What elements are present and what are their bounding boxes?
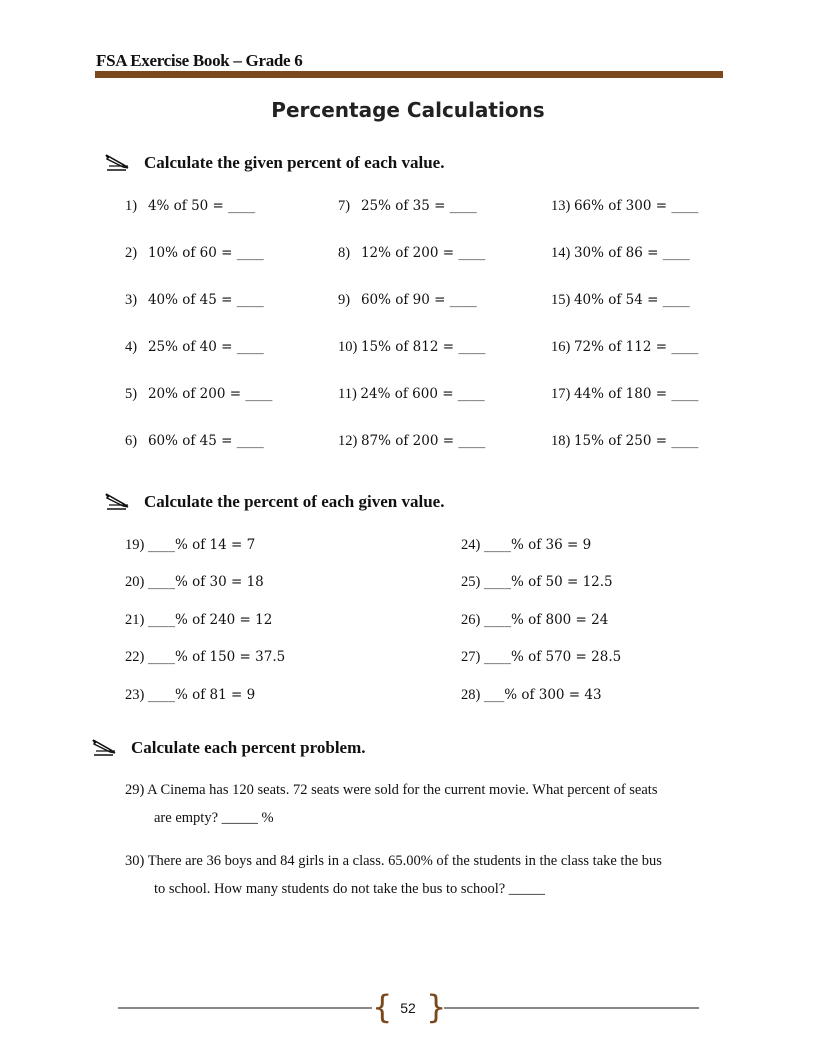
exercise-item: 2) 10% of 60 = ____ [125,245,264,261]
exercise-item: 17) 44% of 180 = ____ [551,386,699,402]
exercise-item: 24) ____% of 36 = 9 [461,537,592,553]
exercise-item: 25) ____% of 50 = 12.5 [461,574,613,590]
exercise-item: 5) 20% of 200 = ____ [125,386,273,402]
word-problem [125,847,725,903]
section-heading-1-text: Calculate the given percent of each value. [144,153,445,172]
exercise-item: 8) 12% of 200 = ____ [338,245,486,261]
exercise-item: 21) ____% of 240 = 12 [125,612,273,628]
exercise-item: 9) 60% of 90 = ____ [338,292,477,308]
page-title: Percentage Calculations [271,98,545,122]
exercise-item: 15) 40% of 54 = ____ [551,292,690,308]
word-problem-line: are empty? _____ % [154,810,274,826]
exercise-item: 1) 4% of 50 = ____ [125,198,256,214]
exercise-item: 11) 24% of 600 = ____ [338,386,485,402]
word-problem-line: 30) There are 36 boys and 84 girls in a class. 65.00% of the students in the class take the bus [125,853,662,869]
exercise-item: 4) 25% of 40 = ____ [125,339,264,355]
exercise-item: 23) ____% of 81 = 9 [125,687,256,703]
exercise-item: 10) 15% of 812 = ____ [338,339,486,355]
section-heading-1 [104,152,444,174]
header-rule [95,71,723,78]
exercise-item: 12) 87% of 200 = ____ [338,433,486,449]
page-number: 52 [400,1000,416,1016]
header-title: FSA Exercise Book – Grade 6 [96,51,303,70]
pencil-paper-icon [91,737,121,759]
word-problem-line: to school. How many students do not take the bus to school? _____ [154,881,546,897]
exercise-item: 7) 25% of 35 = ____ [338,198,477,214]
pencil-paper-icon [104,152,134,174]
exercise-item: 6) 60% of 45 = ____ [125,433,264,449]
exercise-item: 14) 30% of 86 = ____ [551,245,690,261]
exercise-item: 28) ___% of 300 = 43 [461,687,602,703]
footer-bracket-left: { [372,988,393,1026]
exercise-item: 13) 66% of 300 = ____ [551,198,699,214]
exercise-item: 19) ____% of 14 = 7 [125,537,256,553]
exercise-item: 18) 15% of 250 = ____ [551,433,699,449]
exercise-item: 22) ____% of 150 = 37.5 [125,649,286,665]
word-problem-line: 29) A Cinema has 120 seats. 72 seats were sold for the current movie. What percent of seats [125,782,658,798]
section-heading-2 [104,491,444,513]
exercise-item: 27) ____% of 570 = 28.5 [461,649,622,665]
word-problem [125,776,725,832]
pencil-paper-icon [104,491,134,513]
section-heading-2-text: Calculate the percent of each given value. [144,492,445,511]
footer-bracket-right: } [426,988,447,1026]
exercise-item: 26) ____% of 800 = 24 [461,612,609,628]
exercise-item: 20) ____% of 30 = 18 [125,574,264,590]
section-heading-3 [91,737,366,759]
exercise-item: 16) 72% of 112 = ____ [551,339,699,355]
section-heading-3-text: Calculate each percent problem. [131,738,366,757]
exercise-item: 3) 40% of 45 = ____ [125,292,264,308]
